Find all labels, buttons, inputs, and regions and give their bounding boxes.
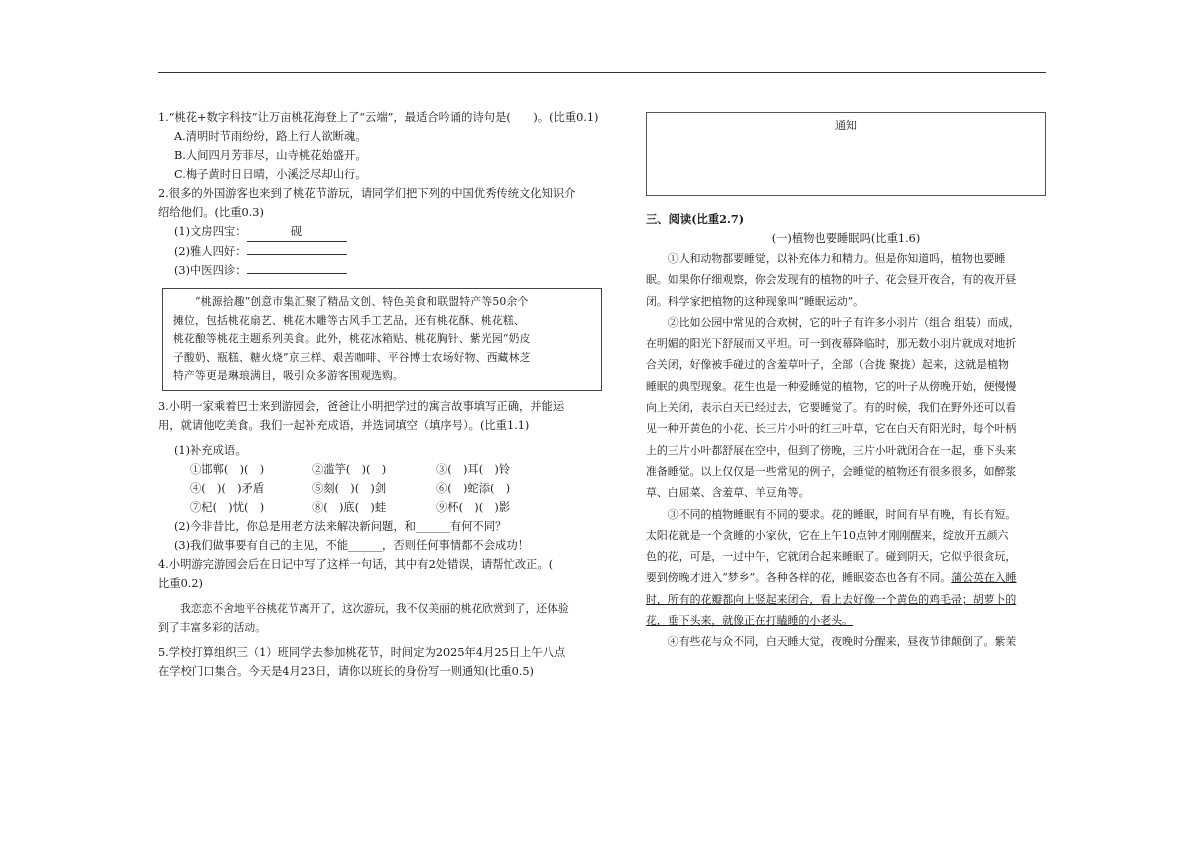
para3-underline-2: 时，所有的花瓣都向上竖起来闭合，看上去好像一个黄色的鸡毛帚；胡萝卜的 <box>646 592 1017 606</box>
para4-line-1: ④有些花与众不同，白天睡大觉，夜晚时分醒来，昼夜节律颠倒了。紫茉 <box>667 635 1017 649</box>
para1-line-1: ①人和动物都要睡觉，以补充体力和精力。但是你知道吗，植物也要睡 <box>667 252 1006 265</box>
q2-item-2-answer[interactable] <box>247 254 347 255</box>
q4-stem-2: 比重0.2) <box>158 576 203 590</box>
q3-stem-1: 3.小明一家乘着巴士来到游园会，爸爸让小明把学过的寓言故事填写正确，并能运 <box>158 399 565 413</box>
q2-item-1-answer[interactable]: 砚 <box>247 222 347 242</box>
para2-line-4: 睡眠的典型现象。花生也是一种爱睡觉的植物，它的叶子从傍晚开始，便慢慢 <box>646 379 1017 393</box>
idiom-5[interactable]: ⑤刻( )( )剑 <box>312 481 387 495</box>
q3-sub1: (1)补充成语。 <box>174 443 247 457</box>
para3-line-3: 色的花，可是，一过中午，它就闭合起来睡眠了。碰到阴天，它似乎很贪玩， <box>646 550 1017 564</box>
para2-line-3: 合关闭，好像被手碰过的含羞草叶子，全部（合拢 聚拢）起来，这就是植物 <box>646 358 1009 372</box>
q2-stem-2: 绍给他们。(比重0.3) <box>158 206 264 219</box>
q2-item-1 <box>158 222 628 242</box>
q2-item-3 <box>158 261 628 280</box>
idiom-2[interactable]: ②滥竽( )( ) <box>312 462 387 476</box>
q2-item-3-answer[interactable] <box>247 273 347 274</box>
para2-line-5: 向上关闭，表示白天已经过去，它要睡觉了。有的时候，我们在野外还可以看 <box>646 401 1017 415</box>
idiom-9[interactable]: ⑨杯( )( )影 <box>436 500 511 514</box>
q2-item-3-label: (3)中医四诊： <box>174 264 247 277</box>
q1-stem: 1.“桃花+数字科技”让万亩桃花海登上了“云端”，最适合吟诵的诗句是( )。(比重0.1) <box>158 111 599 124</box>
para2-line-6: 见一种开黄色的小花、长三片小叶的红三叶草，它在白天有阳光时，每个叶柄 <box>646 422 1017 436</box>
q3-stem-2: 用，就请他吃美食。我们一起补充成语，并选词填空（填序号）。(比重1.1) <box>158 418 530 432</box>
idiom-4[interactable]: ④( )( )矛盾 <box>190 481 265 495</box>
notice-title: 通知 <box>835 119 857 132</box>
box-line-3: 桃花酿等桃花主题系列美食。此外，桃花冰箱贴、桃花胸针、紫光园“奶皮 <box>173 332 531 345</box>
idiom-8[interactable]: ⑧( )底( )蛙 <box>312 500 387 514</box>
q2-item-2-label: (2)雅人四好： <box>174 245 247 258</box>
para2-line-7: 上的三片小叶都舒展在空中，但到了傍晚，三片小叶就闭合在一起，垂下头来 <box>646 443 1017 457</box>
q5-stem-2: 在学校门口集合。今天是4月23日，请你以班长的身份写一则通知(比重0.5) <box>158 664 534 678</box>
q2-item-2 <box>158 242 628 261</box>
para3-line-4 <box>646 567 1046 588</box>
q4-stem-1: 4.小明游完游园会后在日记中写了这样一句话，其中有2处错误，请帮忙改正。( <box>158 557 554 571</box>
q5-stem-1: 5.学校打算组织三（1）班同学去参加桃花节，时间定为2025年4月25日上午八点 <box>158 645 566 659</box>
notice-box[interactable] <box>646 112 1046 196</box>
passage-title: (一)植物也要睡眠吗(比重1.6) <box>771 232 921 245</box>
q3-sub2: (2)今非昔比，你总是用老方法来解决新问题，和______有何不同？ <box>174 519 507 533</box>
q1-option-a: A.清明时节雨纷纷，路上行人欲断魂。 <box>174 130 367 143</box>
para3-underline-3: 花，垂下头来，就像正在打瞌睡的小老头。 <box>646 614 853 628</box>
idiom-1[interactable]: ①邯郸( )( ) <box>190 462 265 476</box>
diary-line-2: 到了丰富多彩的活动。 <box>158 620 266 634</box>
para3-line-2: 太阳花就是一个贪睡的小家伙，它在上午10点钟才刚刚醒来，绽放开五颜六 <box>646 528 1009 542</box>
q2-item-1-label: (1)文房四宝： <box>174 225 247 238</box>
para1-line-2: 眠。如果你仔细观察，你会发现有的植物的叶子、花会昼开夜合，有的夜开昼 <box>646 273 1017 287</box>
section-title: 三、阅读(比重2.7) <box>646 212 745 226</box>
idiom-3[interactable]: ③( )耳( )铃 <box>436 462 511 476</box>
idiom-grid <box>158 460 628 517</box>
diary-line-1: 我恋恋不舍地平谷桃花节离开了，这次游玩，我不仅美丽的桃花欣赏到了，还体验 <box>180 601 569 615</box>
box-line-5: 特产等更是琳琅满目，吸引众多游客围观选购。 <box>173 369 404 382</box>
q1-option-c: C.梅子黄时日日晴，小溪泛尽却山行。 <box>174 168 367 181</box>
q1-option-b: B.人间四月芳菲尽，山寺桃花始盛开。 <box>174 149 367 162</box>
para3-line-6 <box>646 610 1046 631</box>
para3-line-4-text: 要到傍晚才进入“梦乡”。各种各样的花，睡眠姿态也各有不同。 <box>646 571 952 585</box>
box-line-4: 子酸奶、瓶糕、糖火烧”京三样、艰苦咖啡、平谷博士农场好物、西藏林芝 <box>173 350 531 364</box>
para3-line-1: ③不同的植物睡眠有不同的要求。花的睡眠，时间有早有晚，有长有短。 <box>667 507 1017 521</box>
idiom-6[interactable]: ⑥( )蛇添( ) <box>436 481 511 495</box>
box-line-1: “桃源拾趣”创意市集汇聚了精品文创、特色美食和联盟特产等50余个 <box>195 295 529 308</box>
para3-underline-1: 蒲公英在入睡 <box>951 571 1017 585</box>
market-intro-box <box>162 288 602 391</box>
box-line-2: 摊位，包括桃花扇艺、桃花木雕等古风手工艺品，还有桃花酥、桃花糕、 <box>173 313 525 327</box>
para2-line-1: ②比如公园中常见的合欢树，它的叶子有许多小羽片（组合 组装）而成， <box>667 315 1020 329</box>
q3-sub3: (3)我们做事要有自己的主见，不能______，否则任何事情都不会成功！ <box>174 538 529 552</box>
right-column <box>646 112 1046 653</box>
para2-line-2: 在明媚的阳光下舒展而又平坦。可一到夜幕降临时，那无数小羽片就成对地折 <box>646 337 1017 351</box>
left-column <box>158 108 628 681</box>
top-rule <box>158 72 1046 73</box>
para1-line-3: 闭。科学家把植物的这种现象叫“睡眠运动”。 <box>646 294 865 308</box>
idiom-7[interactable]: ⑦杞( )忧( ) <box>190 500 265 514</box>
para2-line-9: 草、白屈菜、含羞草、羊豆角等。 <box>646 486 810 500</box>
para2-line-8: 准备睡觉。以上仅仅是一些常见的例子，会睡觉的植物还有很多很多，如醉浆 <box>646 464 1017 478</box>
q2-stem-1: 2.很多的外国游客也来到了桃花节游玩，请同学们把下列的中国优秀传统文化知识介 <box>158 187 576 200</box>
